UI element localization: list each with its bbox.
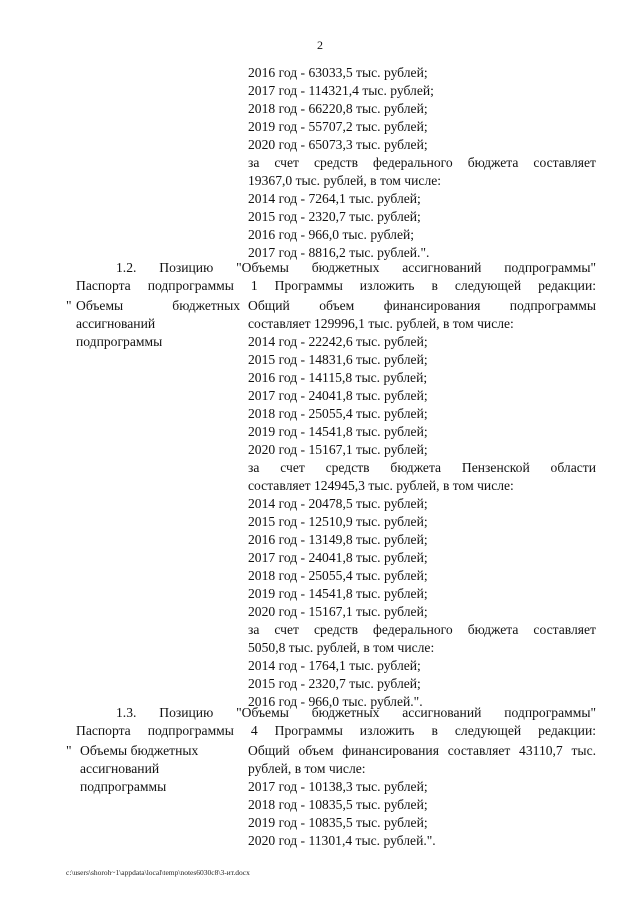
- federal-budget-total: 19367,0 тыс. рублей, в том числе:: [248, 173, 442, 188]
- funding-line: 2020 год - 65073,3 тыс. рублей;: [248, 137, 428, 152]
- funding-line: 2018 год - 25055,4 тыс. рублей;: [248, 568, 428, 583]
- funding-line: 2018 год - 10835,5 тыс. рублей;: [248, 797, 428, 812]
- funding-continuation-block: [248, 64, 596, 262]
- funding-line: 2015 год - 14831,6 тыс. рублей;: [248, 352, 428, 367]
- item-1-3-line-2: Паспорта подпрограммы 4 Программы изложить в следующей редакции:: [76, 723, 596, 738]
- page-number: 2: [317, 38, 323, 52]
- label-line: ассигнований: [76, 316, 156, 331]
- label-line: подпрограммы: [76, 334, 163, 349]
- funding-line: 2017 год - 114321,4 тыс. рублей;: [248, 83, 434, 98]
- item-1-3-line-1: 1.3. Позицию "Объемы бюджетных ассигнований подпрограммы": [116, 705, 596, 720]
- funding-line: 2014 год - 22242,6 тыс. рублей;: [248, 334, 428, 349]
- total-funding-line: Общий объем финансирования составляет 43110,7 тыс.: [248, 743, 596, 758]
- label-line: Объемы бюджетных: [80, 743, 199, 758]
- funding-line: 2019 год - 14541,8 тыс. рублей;: [248, 424, 428, 439]
- funding-line: 2017 год - 10138,3 тыс. рублей;: [248, 779, 428, 794]
- table-2-value: [248, 742, 596, 850]
- funding-line: 2017 год - 24041,8 тыс. рублей;: [248, 550, 428, 565]
- funding-line: 2019 год - 55707,2 тыс. рублей;: [248, 119, 428, 134]
- funding-line: 2016 год - 966,0 тыс. рублей;: [248, 227, 415, 242]
- total-funding-continuation: рублей, в том числе:: [248, 761, 366, 776]
- funding-line: 2016 год - 13149,8 тыс. рублей;: [248, 532, 428, 547]
- funding-line: 2014 год - 1764,1 тыс. рублей;: [248, 658, 421, 673]
- label-line: ассигнований: [80, 761, 160, 776]
- total-funding-amount: составляет 129996,1 тыс. рублей, в том числе:: [248, 316, 514, 331]
- label-line: Объемы бюджетных: [76, 298, 240, 313]
- funding-line: 2020 год - 15167,1 тыс. рублей;: [248, 442, 428, 457]
- federal-budget-amount: 5050,8 тыс. рублей, в том числе:: [248, 640, 435, 655]
- opening-quote: ": [66, 743, 72, 758]
- funding-line: 2016 год - 966,0 тыс. рублей.".: [248, 694, 423, 709]
- total-funding-line: Общий объем финансирования подпрограммы: [248, 298, 596, 313]
- table-2-label: [80, 742, 244, 796]
- funding-line: 2019 год - 10835,5 тыс. рублей;: [248, 815, 428, 830]
- funding-line: 2018 год - 66220,8 тыс. рублей;: [248, 101, 428, 116]
- funding-line: 2014 год - 7264,1 тыс. рублей;: [248, 191, 421, 206]
- funding-line: 2018 год - 25055,4 тыс. рублей;: [248, 406, 428, 421]
- federal-budget-line: за счет средств федерального бюджета составляет: [248, 622, 596, 637]
- federal-budget-line: за счет средств федерального бюджета составляет: [248, 155, 596, 170]
- regional-budget-line: за счет средств бюджета Пензенской области: [248, 460, 596, 475]
- funding-line: 2020 год - 15167,1 тыс. рублей;: [248, 604, 428, 619]
- funding-line: 2014 год - 20478,5 тыс. рублей;: [248, 496, 428, 511]
- funding-line: 2019 год - 14541,8 тыс. рублей;: [248, 586, 428, 601]
- table-1-label: [76, 297, 240, 351]
- funding-line: 2015 год - 2320,7 тыс. рублей;: [248, 676, 421, 691]
- item-1-2-line-2: Паспорта подпрограммы 1 Программы изложить в следующей редакции:: [76, 278, 596, 293]
- funding-line: 2020 год - 11301,4 тыс. рублей.".: [248, 833, 436, 848]
- funding-line: 2017 год - 8816,2 тыс. рублей.".: [248, 245, 430, 260]
- funding-line: 2015 год - 2320,7 тыс. рублей;: [248, 209, 421, 224]
- file-path-footer: c:\users\shoroh~1\appdata\local\temp\notes6030c8\3-ит.docx: [66, 868, 250, 877]
- funding-line: 2016 год - 63033,5 тыс. рублей;: [248, 65, 428, 80]
- table-1-value: [248, 297, 596, 711]
- funding-line: 2017 год - 24041,8 тыс. рублей;: [248, 388, 428, 403]
- regional-budget-amount: составляет 124945,3 тыс. рублей, в том числе:: [248, 478, 514, 493]
- label-line: подпрограммы: [80, 779, 167, 794]
- funding-line: 2015 год - 12510,9 тыс. рублей;: [248, 514, 428, 529]
- funding-line: 2016 год - 14115,8 тыс. рублей;: [248, 370, 428, 385]
- item-1-2-line-1: 1.2. Позицию "Объемы бюджетных ассигнований подпрограммы": [116, 260, 596, 275]
- opening-quote: ": [66, 298, 72, 313]
